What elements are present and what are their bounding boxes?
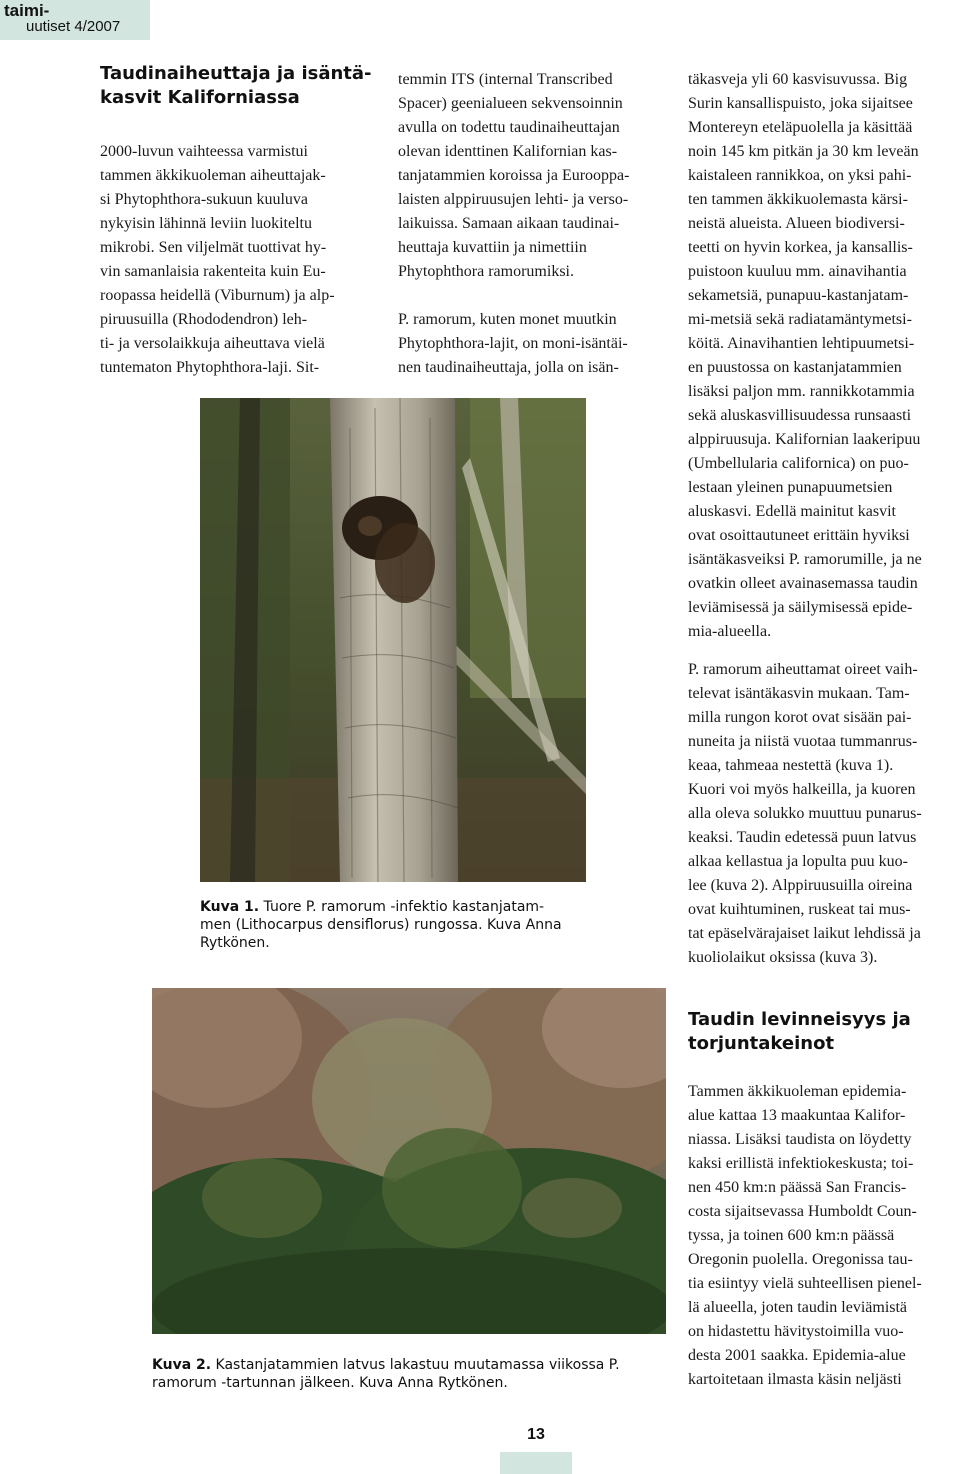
text-line: aluskasvi. Edellä mainitut kasvit (688, 503, 896, 520)
text-line: sekametsiä, punapuu-kastanjatam- (688, 287, 909, 304)
page-number-bar (500, 1452, 572, 1474)
text-line: niassa. Lisäksi taudista on löydetty (688, 1131, 912, 1148)
masthead-title: taimi- (4, 1, 50, 20)
body-column-2 (398, 68, 666, 380)
body-column-1 (100, 140, 368, 380)
text-line: Tammen äkkikuoleman epidemia- (688, 1083, 907, 1100)
figure-1-photo (200, 398, 586, 882)
text-line: ten tammen äkkikuolemasta kärsi- (688, 191, 908, 208)
section-heading: Taudin levinneisyys ja torjuntakeinot (688, 1009, 911, 1054)
text-line: tia esiintyy vielä suhteellisen pienel- (688, 1275, 922, 1292)
text-line: Montereyn eteläpuolella ja käsittää (688, 119, 913, 136)
text-line: keaksi. Taudin edetessä puun latvus (688, 829, 917, 846)
text-line: kaksi erillistä infektiokeskusta; toi- (688, 1155, 914, 1172)
text-line: nuneita ja niistä vuotaa tummanrus- (688, 733, 918, 750)
text-line: avulla on todettu taudinaiheuttajan (398, 119, 620, 136)
text-line: Spacer) geenialueen sekvensoinnin (398, 95, 623, 112)
text-line: tammen äkkikuoleman aiheuttajak- (100, 167, 326, 184)
text-line: milla rungon korot ovat sisään pai- (688, 709, 912, 726)
body-column-3 (688, 68, 958, 644)
text-line: lee (kuva 2). Alppiruusuilla oireina (688, 877, 913, 894)
text-line: kartoitetaan ilmasta käsin neljästi (688, 1371, 902, 1388)
text-line: köitä. Ainavihantien lehtipuumetsi- (688, 335, 915, 352)
text-line: olevan identtinen Kalifornian kas- (398, 143, 618, 160)
text-line: 2000-luvun vaihteessa varmistui (100, 143, 308, 160)
text-line: mikrobi. Sen viljelmät tuottivat hy- (100, 239, 327, 256)
text-line: lestaan yleinen punapuumetsien (688, 479, 893, 496)
figure-1-caption: Kuva 1. Tuore P. ramorum -infektio kastanjatam- men (Lithocarpus densiflorus) rungossa. Kuva Anna Rytkönen. (200, 899, 562, 951)
text-line: televat isäntäkasvin mukaan. Tam- (688, 685, 910, 702)
text-line: lisäksi paljon mm. rannikkotammia (688, 383, 915, 400)
article-heading: Taudinaiheuttaja ja isäntä- kasvit Kaliforniassa (100, 63, 372, 108)
text-line: costa sijaitsevassa Humboldt Coun- (688, 1203, 917, 1220)
text-line: isäntäkasveiksi P. ramorumille, ja ne (688, 551, 922, 568)
text-line: nykyisin lähinnä leviin luokiteltu (100, 215, 312, 232)
figure-2-photo (152, 988, 666, 1334)
text-line (398, 284, 666, 308)
text-line: heuttaja kuvattiin ja nimettiin (398, 239, 587, 256)
text-line: puistoon kuuluu mm. ainavihantia (688, 263, 907, 280)
body-column-3-continued (688, 658, 958, 970)
text-line: Kuori voi myös halkeilla, ja kuoren (688, 781, 916, 798)
text-line: Oregonin puolella. Oregonissa tau- (688, 1251, 913, 1268)
text-line: täkasveja yli 60 kasvisuvussa. Big (688, 71, 908, 88)
text-line: tanjatammien koroissa ja Eurooppa- (398, 167, 630, 184)
text-line: ovat osoittautuneet erittäin hyviksi (688, 527, 910, 544)
text-line: lä alueella, joten taudin leviämistä (688, 1299, 908, 1316)
text-line: tyssa, ja toinen 600 km:n päässä (688, 1227, 895, 1244)
text-line: (Umbellularia californica) on puo- (688, 455, 909, 472)
text-line: ovatkin olleet avainasemassa taudin (688, 575, 918, 592)
text-line: en puustossa on kastanjatammien (688, 359, 902, 376)
text-line: desta 2001 saakka. Epidemia-alue (688, 1347, 906, 1364)
forest-canopy-image (152, 988, 666, 1334)
text-line: roopassa heidellä (Viburnum) ja alp- (100, 287, 335, 304)
masthead-issue: uutiset 4/2007 (26, 18, 121, 35)
text-line: sekä aluskasvillisuudessa runsaasti (688, 407, 912, 424)
text-line: tuntematon Phytophthora-laji. Sit- (100, 359, 320, 376)
tree-trunk-image (200, 398, 586, 882)
text-line: nen taudinaiheuttaja, jolla on isän- (398, 359, 619, 376)
text-line: noin 145 km pitkän ja 30 km leveän (688, 143, 919, 160)
text-line: mia-alueella. (688, 623, 772, 640)
text-line: temmin ITS (internal Transcribed (398, 71, 613, 88)
text-line: laisten alppiruusujen lehti- ja verso- (398, 191, 629, 208)
text-line: teetti on hyvin korkea, ja kansallis- (688, 239, 913, 256)
text-line: keaa, tahmeaa nestettä (kuva 1). (688, 757, 894, 774)
text-line: laikuissa. Samaan aikaan taudinai- (398, 215, 620, 232)
text-line: alppiruusuja. Kalifornian laakeripuu (688, 431, 921, 448)
text-line: alla oleva solukko muuttuu punarus- (688, 805, 922, 822)
text-line: alkaa kellastua ja lopulta puu kuo- (688, 853, 908, 870)
text-line: on hidastettu hävitystoimilla vuo- (688, 1323, 904, 1340)
text-line: vin samanlaisia rakenteita kuin Eu- (100, 263, 326, 280)
text-line: Phytophthora ramorumiksi. (398, 263, 574, 280)
text-line: tat epäselvärajaiset laikut lehdissä ja (688, 925, 921, 942)
text-line: ovat kuihtuminen, ruskeat tai mus- (688, 901, 911, 918)
text-line: kaistaleen rannikkoa, on yksi pahi- (688, 167, 912, 184)
text-line: Surin kansallispuisto, joka sijaitsee (688, 95, 913, 112)
text-line: mi-metsiä sekä radiatamäntymetsi- (688, 311, 912, 328)
text-line: Phytophthora-lajit, on moni-isäntäi- (398, 335, 628, 352)
text-line: P. ramorum, kuten monet muutkin (398, 311, 617, 328)
text-line: P. ramorum aiheuttamat oireet vaih- (688, 661, 918, 678)
page-number: 13 (527, 1426, 545, 1443)
text-line: si Phytophthora-sukuun kuuluva (100, 191, 308, 208)
text-line: ti- ja versolaikkuja aiheuttava vielä (100, 335, 325, 352)
figure-2-caption: Kuva 2. Kastanjatammien latvus lakastuu muutamassa viikossa P. ramorum -tartunnan jälkeen. Kuva Anna Rytkönen. (152, 1357, 620, 1391)
text-line: piruusuilla (Rhododendron) leh- (100, 311, 308, 328)
section-body (688, 1080, 958, 1392)
text-line: alue kattaa 13 maakuntaa Kalifor- (688, 1107, 906, 1124)
text-line: neistä alueista. Alueen biodiversi- (688, 215, 905, 232)
text-line: nen 450 km:n päässä San Francis- (688, 1179, 907, 1196)
text-line: leviämisessä ja säilymisessä epide- (688, 599, 913, 616)
text-line: kuoliolaikut oksissa (kuva 3). (688, 949, 878, 966)
